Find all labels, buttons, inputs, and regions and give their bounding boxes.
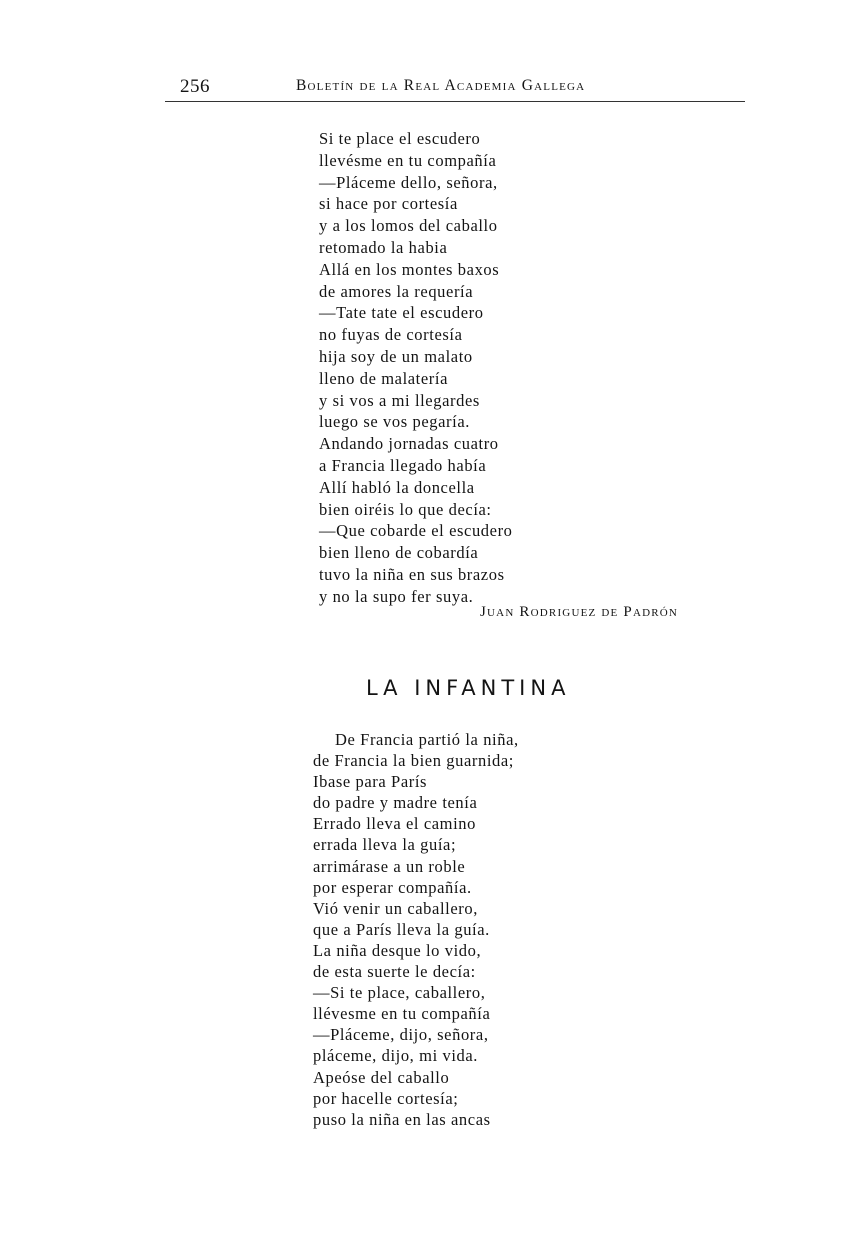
verse-line: hija soy de un malato <box>319 346 473 366</box>
verse-line: bien lleno de cobardía <box>319 543 479 563</box>
verse-line: llévesme en tu compañía <box>313 1004 491 1024</box>
header-rule <box>165 101 745 102</box>
verse-line: de amores la requería <box>319 281 474 301</box>
verse-line: Si te place el escudero <box>319 129 481 148</box>
verse-line: de esta suerte le decía: <box>313 962 476 982</box>
verse-line: do padre y madre tenía <box>313 793 478 813</box>
verse-line: y si vos a mi llegardes <box>319 390 480 410</box>
verse-line: bien oiréis lo que decía: <box>319 499 492 519</box>
verse-line: errada lleva la guía; <box>313 835 457 855</box>
verse-line: no fuyas de cortesía <box>319 325 463 345</box>
verse-line: y a los lomos del caballo <box>319 216 498 236</box>
verse-line: llevésme en tu compañía <box>319 150 497 170</box>
verse-line: Errado lleva el camino <box>313 814 477 834</box>
verse-line: puso la niña en las ancas <box>313 1109 491 1129</box>
poem-2-stanza <box>313 729 519 1130</box>
verse-line: retomado la habia <box>319 237 448 257</box>
verse-line: —Tate tate el escudero <box>319 303 484 323</box>
verse-line: por hacelle cortesía; <box>313 1088 459 1108</box>
verse-line: —Que cobarde el escudero <box>319 521 513 541</box>
poem-1-stanza <box>319 128 513 608</box>
verse-line: La niña desque lo vido, <box>313 940 482 960</box>
verse-line: lleno de malatería <box>319 368 448 388</box>
running-head: Boletín de la Real Academia Gallega <box>296 77 586 94</box>
page-number: 256 <box>180 76 210 97</box>
verse-line: y no la supo fer suya. <box>319 586 474 606</box>
verse-line: —Pláceme, dijo, señora, <box>313 1025 489 1045</box>
verse-line: por esperar compañía. <box>313 877 472 897</box>
verse-line: Allá en los montes baxos <box>319 259 500 279</box>
verse-line: tuvo la niña en sus brazos <box>319 564 505 584</box>
verse-line: a Francia llegado había <box>319 455 487 475</box>
verse-line: Allí habló la doncella <box>319 477 475 497</box>
verse-line: Andando jornadas cuatro <box>319 434 499 454</box>
verse-line: arrimárase a un roble <box>313 856 466 876</box>
verse-line: Vió venir un caballero, <box>313 898 478 918</box>
verse-line: Apeóse del caballo <box>313 1067 450 1087</box>
verse-line: si hace por cortesía <box>319 194 458 214</box>
poem-2-title: LA INFANTINA <box>366 676 571 700</box>
poem-1-attribution: Juan Rodriguez de Padrón <box>480 604 679 620</box>
verse-line: pláceme, dijo, mi vida. <box>313 1046 479 1066</box>
verse-line: que a París lleva la guía. <box>313 919 490 939</box>
verse-line: de Francia la bien guarnida; <box>313 751 514 771</box>
verse-line: —Pláceme dello, señora, <box>319 172 498 192</box>
verse-line: —Si te place, caballero, <box>313 983 486 1003</box>
verse-line: Ibase para París <box>313 772 428 792</box>
verse-line: De Francia partió la niña, <box>335 730 519 749</box>
verse-line: luego se vos pegaría. <box>319 412 470 432</box>
